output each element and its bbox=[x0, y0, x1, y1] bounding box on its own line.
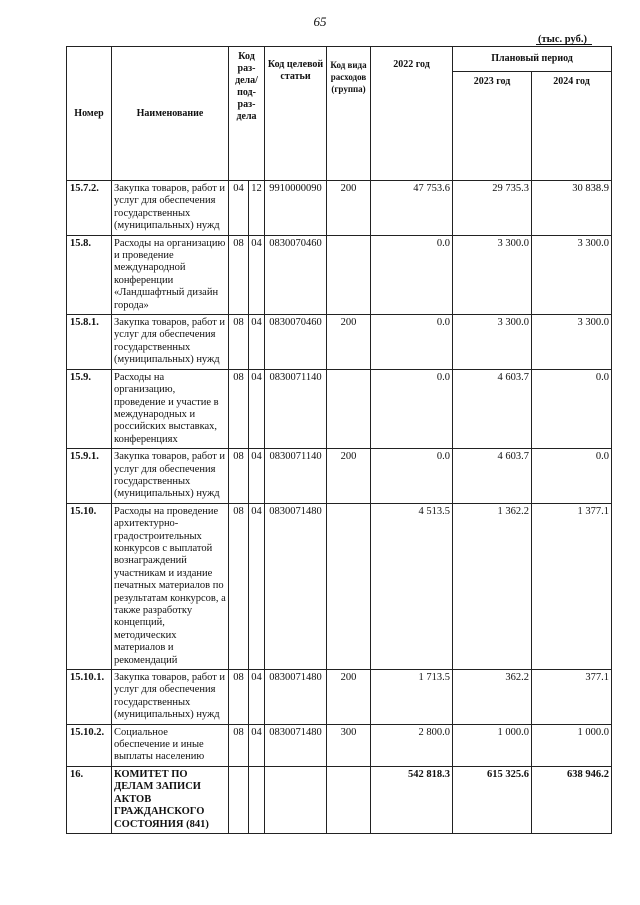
row-name: Закупка товаров, работ и услуг для обеспечения государственных (муниципальных) нужд bbox=[112, 670, 229, 725]
row-target-code: 0830070460 bbox=[265, 315, 327, 370]
table-row bbox=[67, 369, 612, 448]
row-2024: 0.0 bbox=[532, 449, 612, 504]
row-subsection: 12 bbox=[249, 181, 265, 236]
header-2022: 2022 год bbox=[371, 47, 453, 181]
row-name: Расходы на организацию и проведение международной конференции «Ландшафтный дизайн города» bbox=[112, 235, 229, 314]
row-target-code bbox=[265, 766, 327, 833]
budget-table bbox=[66, 46, 612, 834]
row-number: 15.9.1. bbox=[67, 449, 112, 504]
row-subsection: 04 bbox=[249, 369, 265, 448]
row-2022: 0.0 bbox=[371, 235, 453, 314]
row-2024: 1 000.0 bbox=[532, 724, 612, 766]
table-row bbox=[67, 449, 612, 504]
header-target: Код целевой статьи bbox=[265, 47, 327, 181]
header-planned: Плановый период bbox=[453, 47, 612, 72]
row-number: 15.8.1. bbox=[67, 315, 112, 370]
table-row bbox=[67, 503, 612, 669]
row-number: 16. bbox=[67, 766, 112, 833]
row-number: 15.10.1. bbox=[67, 670, 112, 725]
row-section: 08 bbox=[229, 315, 249, 370]
header-section: Код раз-дела/ под-раз-дела bbox=[229, 47, 265, 181]
row-2023: 4 603.7 bbox=[453, 369, 532, 448]
row-2023: 1 362.2 bbox=[453, 503, 532, 669]
row-number: 15.10.2. bbox=[67, 724, 112, 766]
row-target-code: 0830071140 bbox=[265, 449, 327, 504]
row-group: 300 bbox=[327, 724, 371, 766]
row-2022: 4 513.5 bbox=[371, 503, 453, 669]
table-row bbox=[67, 181, 612, 236]
units-underline bbox=[536, 44, 592, 45]
header-name: Наименование bbox=[112, 47, 229, 181]
row-2022: 0.0 bbox=[371, 449, 453, 504]
row-subsection: 04 bbox=[249, 235, 265, 314]
units-label: (тыс. руб.) bbox=[538, 34, 587, 45]
row-section: 08 bbox=[229, 235, 249, 314]
header-num: Номер bbox=[67, 47, 112, 181]
table-row-total bbox=[67, 766, 612, 833]
table-row bbox=[67, 724, 612, 766]
row-subsection: 04 bbox=[249, 670, 265, 725]
row-name: Закупка товаров, работ и услуг для обеспечения государственных (муниципальных) нужд bbox=[112, 181, 229, 236]
row-group bbox=[327, 503, 371, 669]
row-group bbox=[327, 369, 371, 448]
header-row-1 bbox=[67, 47, 612, 72]
row-number: 15.7.2. bbox=[67, 181, 112, 236]
row-2023: 362.2 bbox=[453, 670, 532, 725]
header-group: Код вида расходов (группа) bbox=[327, 47, 371, 181]
row-subsection: 04 bbox=[249, 724, 265, 766]
row-name: Расходы на организацию, проведение и участие в международных и российских выставках, конференциях bbox=[112, 369, 229, 448]
row-2023: 1 000.0 bbox=[453, 724, 532, 766]
row-2024: 0.0 bbox=[532, 369, 612, 448]
row-2023: 3 300.0 bbox=[453, 235, 532, 314]
row-section: 08 bbox=[229, 724, 249, 766]
row-group: 200 bbox=[327, 449, 371, 504]
row-2022: 2 800.0 bbox=[371, 724, 453, 766]
row-subsection: 04 bbox=[249, 503, 265, 669]
header-2023: 2023 год bbox=[453, 72, 532, 181]
row-2022: 0.0 bbox=[371, 315, 453, 370]
row-section: 08 bbox=[229, 449, 249, 504]
table-row bbox=[67, 670, 612, 725]
row-group: 200 bbox=[327, 181, 371, 236]
row-target-code: 0830071480 bbox=[265, 503, 327, 669]
row-name: Расходы на проведение архитектурно-градостроительных конкурсов с выплатой вознаграждений участникам и издание печатных материалов по результатам конкурсов, а также разработку концепций, методических материалов и рекомендаций bbox=[112, 503, 229, 669]
row-subsection: 04 bbox=[249, 449, 265, 504]
row-target-code: 0830071140 bbox=[265, 369, 327, 448]
row-subsection: 04 bbox=[249, 315, 265, 370]
row-group bbox=[327, 766, 371, 833]
row-2024: 3 300.0 bbox=[532, 235, 612, 314]
row-2024: 377.1 bbox=[532, 670, 612, 725]
row-2023: 615 325.6 bbox=[453, 766, 532, 833]
row-2022: 0.0 bbox=[371, 369, 453, 448]
header-2024: 2024 год bbox=[532, 72, 612, 181]
row-section: 08 bbox=[229, 670, 249, 725]
row-2024: 1 377.1 bbox=[532, 503, 612, 669]
row-2024: 3 300.0 bbox=[532, 315, 612, 370]
row-group: 200 bbox=[327, 315, 371, 370]
row-section: 04 bbox=[229, 181, 249, 236]
row-section bbox=[229, 766, 249, 833]
row-2022: 47 753.6 bbox=[371, 181, 453, 236]
row-section: 08 bbox=[229, 503, 249, 669]
row-number: 15.10. bbox=[67, 503, 112, 669]
row-2024: 30 838.9 bbox=[532, 181, 612, 236]
row-name: КОМИТЕТ ПО ДЕЛАМ ЗАПИСИ АКТОВ ГРАЖДАНСКОГО СОСТОЯНИЯ (841) bbox=[112, 766, 229, 833]
row-2022: 1 713.5 bbox=[371, 670, 453, 725]
row-number: 15.9. bbox=[67, 369, 112, 448]
row-name: Закупка товаров, работ и услуг для обеспечения государственных (муниципальных) нужд bbox=[112, 315, 229, 370]
row-target-code: 0830071480 bbox=[265, 670, 327, 725]
row-group: 200 bbox=[327, 670, 371, 725]
row-target-code: 0830071480 bbox=[265, 724, 327, 766]
row-2023: 29 735.3 bbox=[453, 181, 532, 236]
row-target-code: 9910000090 bbox=[265, 181, 327, 236]
row-2022: 542 818.3 bbox=[371, 766, 453, 833]
row-number: 15.8. bbox=[67, 235, 112, 314]
table-row bbox=[67, 235, 612, 314]
row-name: Социальное обеспечение и иные выплаты населению bbox=[112, 724, 229, 766]
row-subsection bbox=[249, 766, 265, 833]
table-row bbox=[67, 315, 612, 370]
page-number: 65 bbox=[313, 14, 327, 29]
row-group bbox=[327, 235, 371, 314]
row-section: 08 bbox=[229, 369, 249, 448]
row-name: Закупка товаров, работ и услуг для обеспечения государственных (муниципальных) нужд bbox=[112, 449, 229, 504]
row-2023: 4 603.7 bbox=[453, 449, 532, 504]
row-2023: 3 300.0 bbox=[453, 315, 532, 370]
row-target-code: 0830070460 bbox=[265, 235, 327, 314]
row-2024: 638 946.2 bbox=[532, 766, 612, 833]
